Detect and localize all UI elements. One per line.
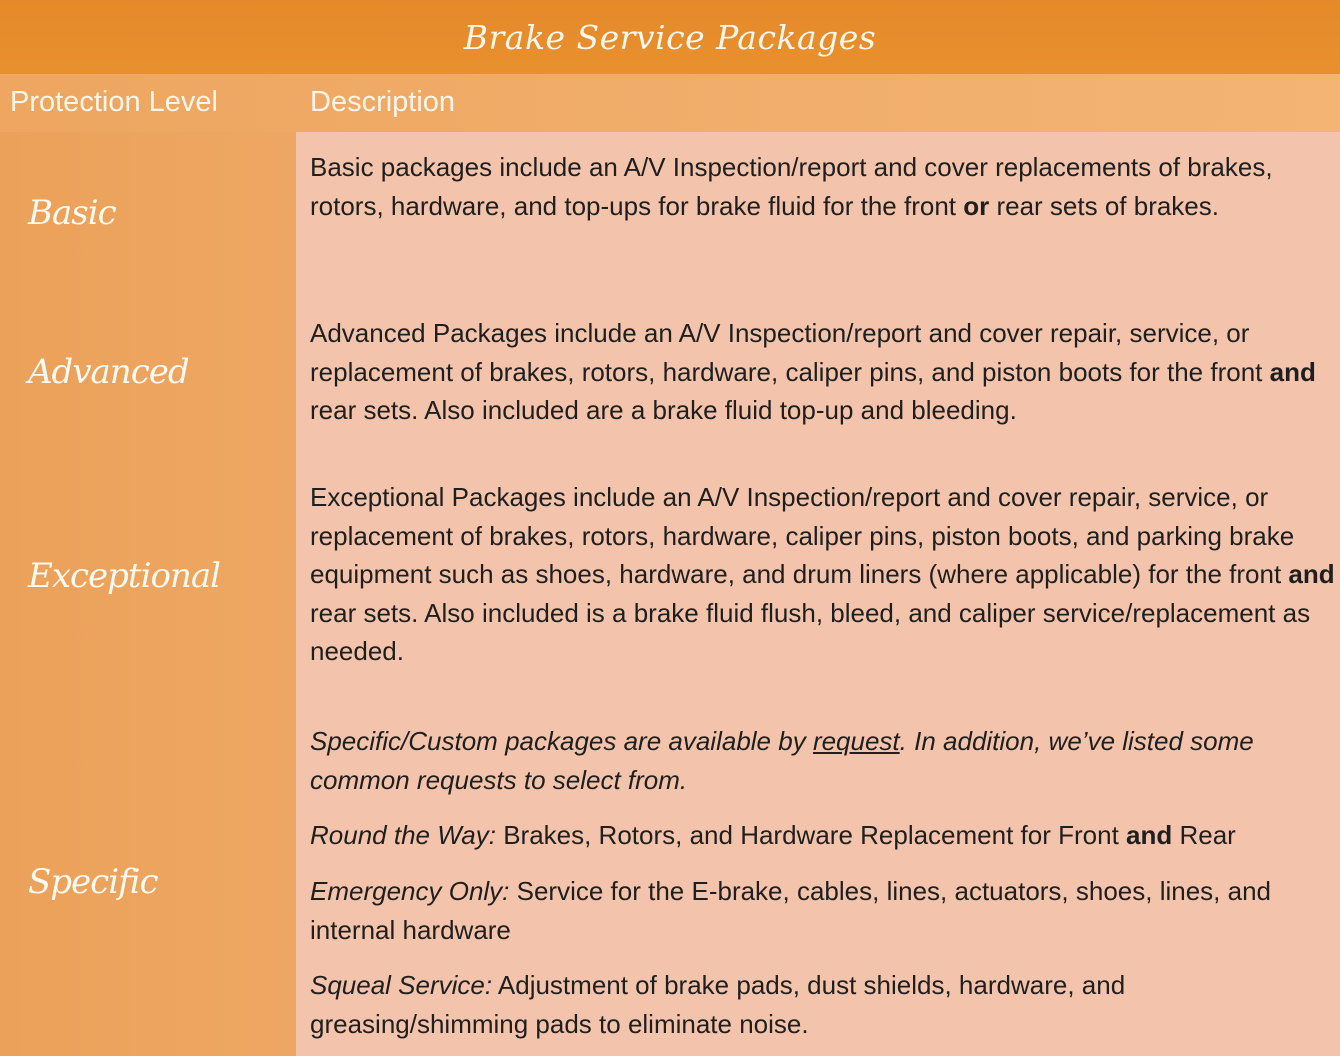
option-round-the-way: Round the Way: Brakes, Rotors, and Hardware Replacement for Front and Rear — [310, 820, 1236, 850]
header-protection-level: Protection Level — [10, 86, 218, 118]
level-advanced: Advanced — [28, 352, 189, 392]
option-name: Round the Way: — [310, 820, 496, 850]
title-bar — [0, 0, 1340, 74]
option-name: Emergency Only: — [310, 876, 510, 906]
level-exceptional: Exceptional — [28, 556, 220, 596]
level-specific: Specific — [28, 862, 158, 902]
description-specific-intro: Specific/Custom packages are available by request. In addition, we’ve listed some common requests to select from. — [310, 726, 1254, 795]
table-header — [0, 74, 1340, 132]
header-description: Description — [310, 86, 456, 118]
option-squeal-service: Squeal Service: Adjustment of brake pads, dust shields, hardware, and greasing/shimming pads to eliminate noise. — [310, 970, 1126, 1039]
level-basic: Basic — [28, 193, 116, 233]
description-basic: Basic packages include an A/V Inspection/report and cover replacements of brakes, rotors, hardware, and top-ups for brake fluid for the front or rear sets of brakes. — [310, 152, 1273, 221]
page-title: Brake Service Packages — [463, 17, 877, 57]
option-emergency-only: Emergency Only: Service for the E-brake, cables, lines, actuators, shoes, lines, and internal hardware — [310, 876, 1272, 945]
request-link[interactable]: request — [812, 726, 900, 756]
description-advanced: Advanced Packages include an A/V Inspection/report and cover repair, service, or replacement of brakes, rotors, hardware, caliper pins, and piston boots for the front and rear sets. Also included are a brake fluid top-up and bleeding. — [310, 318, 1316, 425]
option-name: Squeal Service: — [310, 970, 493, 1000]
description-exceptional: Exceptional Packages include an A/V Inspection/report and cover repair, service, or replacement of brakes, rotors, hardware, caliper pins, piston boots, and parking brake equipment such as shoes, hardware, and drum liners (where applicable) for the front and rear sets. Also included is a brake fluid flush, bleed, and caliper service/replacement as needed. — [310, 482, 1335, 666]
